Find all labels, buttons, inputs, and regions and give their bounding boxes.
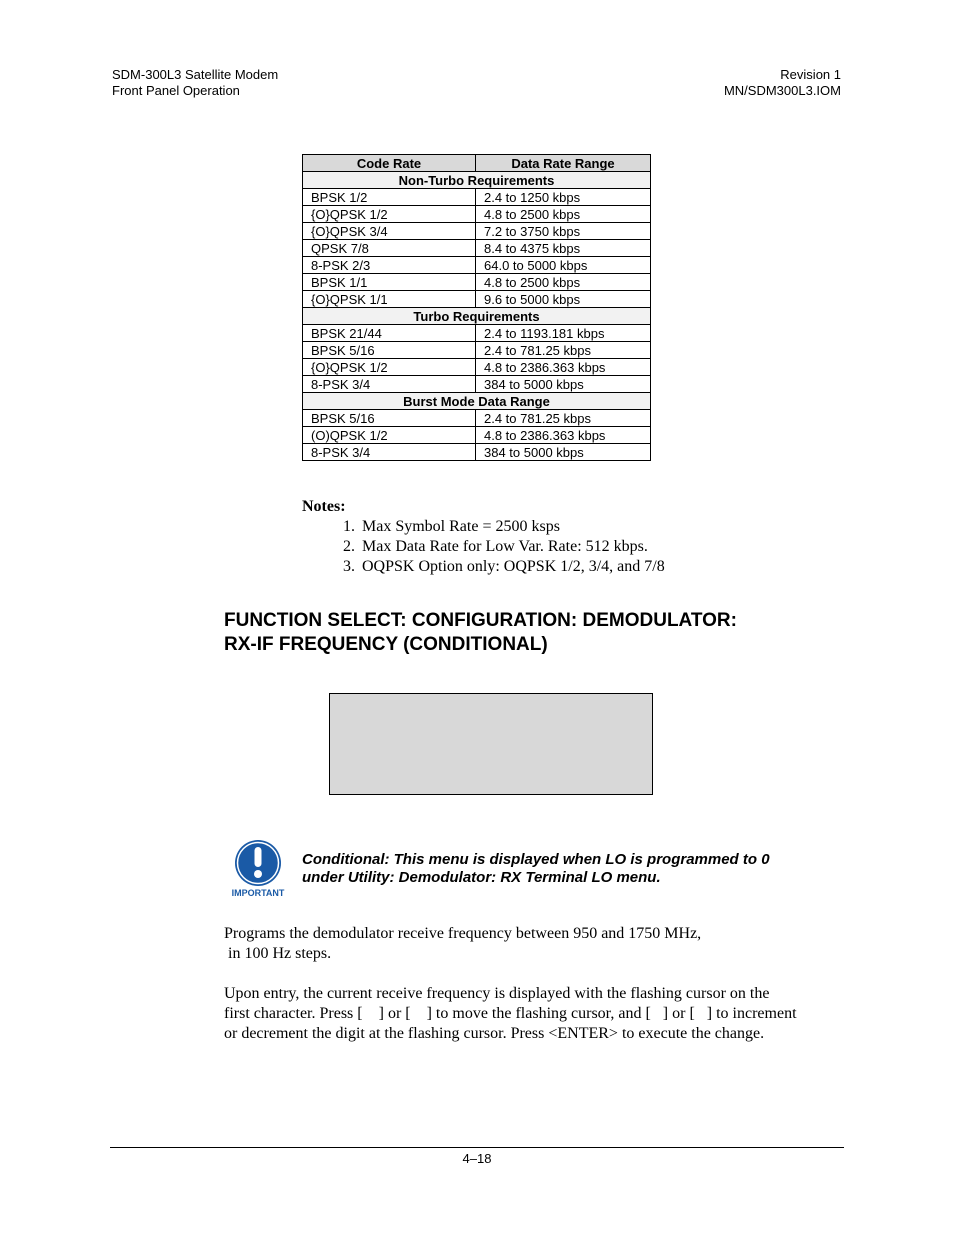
table-row (303, 189, 651, 206)
table-row (303, 444, 651, 461)
table-header-row (303, 155, 651, 172)
code-rate-cell: {O}QPSK 3/4 (303, 223, 476, 240)
data-rate-range-cell: 2.4 to 1193.181 kbps (476, 325, 651, 342)
data-rate-range-cell: 4.8 to 2386.363 kbps (476, 427, 651, 444)
code-rate-cell: BPSK 1/2 (303, 189, 476, 206)
table-row (303, 376, 651, 393)
code-rate-cell: {O}QPSK 1/1 (303, 291, 476, 308)
data-rate-range-cell: 64.0 to 5000 kbps (476, 257, 651, 274)
paragraph-line: or decrement the digit at the flashing cursor. Press <ENTER> to execute the change. (224, 1025, 765, 1042)
table-row (303, 410, 651, 427)
column-header-data-rate-range: Data Rate Range (476, 155, 651, 172)
important-note-line: under Utility: Demodulator: RX Terminal LO menu. (302, 869, 661, 886)
data-rate-range-cell: 2.4 to 781.25 kbps (476, 342, 651, 359)
data-rate-range-cell: 2.4 to 1250 kbps (476, 189, 651, 206)
table-row (303, 240, 651, 257)
front-panel-display-box (329, 693, 653, 795)
code-rate-cell: 8-PSK 3/4 (303, 444, 476, 461)
code-rate-cell: 8-PSK 2/3 (303, 257, 476, 274)
code-rate-cell: BPSK 21/44 (303, 325, 476, 342)
code-rate-cell: 8-PSK 3/4 (303, 376, 476, 393)
code-rate-cell: {O}QPSK 1/2 (303, 359, 476, 376)
table-row (303, 223, 651, 240)
code-rate-cell: BPSK 5/16 (303, 410, 476, 427)
table-section-title: Turbo Requirements (303, 308, 651, 325)
revision-label: Revision 1 (780, 67, 841, 82)
important-label: IMPORTANT (231, 888, 285, 898)
paragraph-line: in 100 Hz steps. (224, 945, 332, 962)
description-paragraph (224, 924, 844, 964)
section-heading-line: RX-IF FREQUENCY (CONDITIONAL) (224, 634, 548, 655)
table-section-title: Burst Mode Data Range (303, 393, 651, 410)
table-section-row (303, 393, 651, 410)
data-rate-range-cell: 2.4 to 781.25 kbps (476, 410, 651, 427)
paragraph-line: Upon entry, the current receive frequency is displayed with the flashing cursor on the (224, 985, 770, 1002)
page-header-left (112, 67, 278, 99)
note-item: 2. Max Data Rate for Low Var. Rate: 512 kbps. (359, 537, 665, 557)
code-rate-cell: (O)QPSK 1/2 (303, 427, 476, 444)
table-row (303, 291, 651, 308)
data-rate-range-cell: 4.8 to 2386.363 kbps (476, 359, 651, 376)
table-row (303, 257, 651, 274)
table-row (303, 206, 651, 223)
column-header-code-rate: Code Rate (303, 155, 476, 172)
document-number: MN/SDM300L3.IOM (723, 83, 841, 98)
paragraph-line: Programs the demodulator receive frequency between 950 and 1750 MHz, (224, 925, 702, 942)
notes-title: Notes: (302, 498, 346, 515)
data-rate-range-cell: 4.8 to 2500 kbps (476, 274, 651, 291)
data-rate-range-cell: 4.8 to 2500 kbps (476, 206, 651, 223)
table-row (303, 325, 651, 342)
page-number: 4–18 (462, 1151, 492, 1166)
data-rate-table (302, 154, 651, 461)
table-section-title: Non-Turbo Requirements (303, 172, 651, 189)
footer-divider (110, 1147, 844, 1148)
data-rate-range-cell: 9.6 to 5000 kbps (476, 291, 651, 308)
instructions-paragraph (224, 984, 844, 1044)
chapter-title: Front Panel Operation (112, 83, 240, 98)
code-rate-cell: QPSK 7/8 (303, 240, 476, 257)
notes-list (302, 517, 665, 577)
notes-block (302, 497, 665, 577)
note-item: 3. OQPSK Option only: OQPSK 1/2, 3/4, and 7/8 (359, 557, 665, 577)
table-section-row (303, 308, 651, 325)
table-row (303, 274, 651, 291)
table-row (303, 427, 651, 444)
table-row (303, 359, 651, 376)
important-note-line: Conditional: This menu is displayed when LO is programmed to 0 (302, 851, 770, 868)
data-rate-range-cell: 8.4 to 4375 kbps (476, 240, 651, 257)
important-note (302, 851, 822, 887)
data-rate-range-cell: 384 to 5000 kbps (476, 376, 651, 393)
code-rate-cell: {O}QPSK 1/2 (303, 206, 476, 223)
code-rate-cell: BPSK 1/1 (303, 274, 476, 291)
table-row (303, 342, 651, 359)
code-rate-cell: BPSK 5/16 (303, 342, 476, 359)
data-rate-range-cell: 384 to 5000 kbps (476, 444, 651, 461)
paragraph-line: first character. Press [ ] or [ ] to move the flashing cursor, and [ ] or [ ] to increment (224, 1005, 797, 1022)
page-header-right (724, 67, 841, 99)
section-heading-line: FUNCTION SELECT: CONFIGURATION: DEMODULATOR: (224, 610, 737, 631)
document-title: SDM-300L3 Satellite Modem (112, 67, 279, 82)
note-item: 1. Max Symbol Rate = 2500 ksps (359, 517, 665, 537)
table-section-row (303, 172, 651, 189)
section-heading (224, 609, 844, 657)
data-rate-range-cell: 7.2 to 3750 kbps (476, 223, 651, 240)
